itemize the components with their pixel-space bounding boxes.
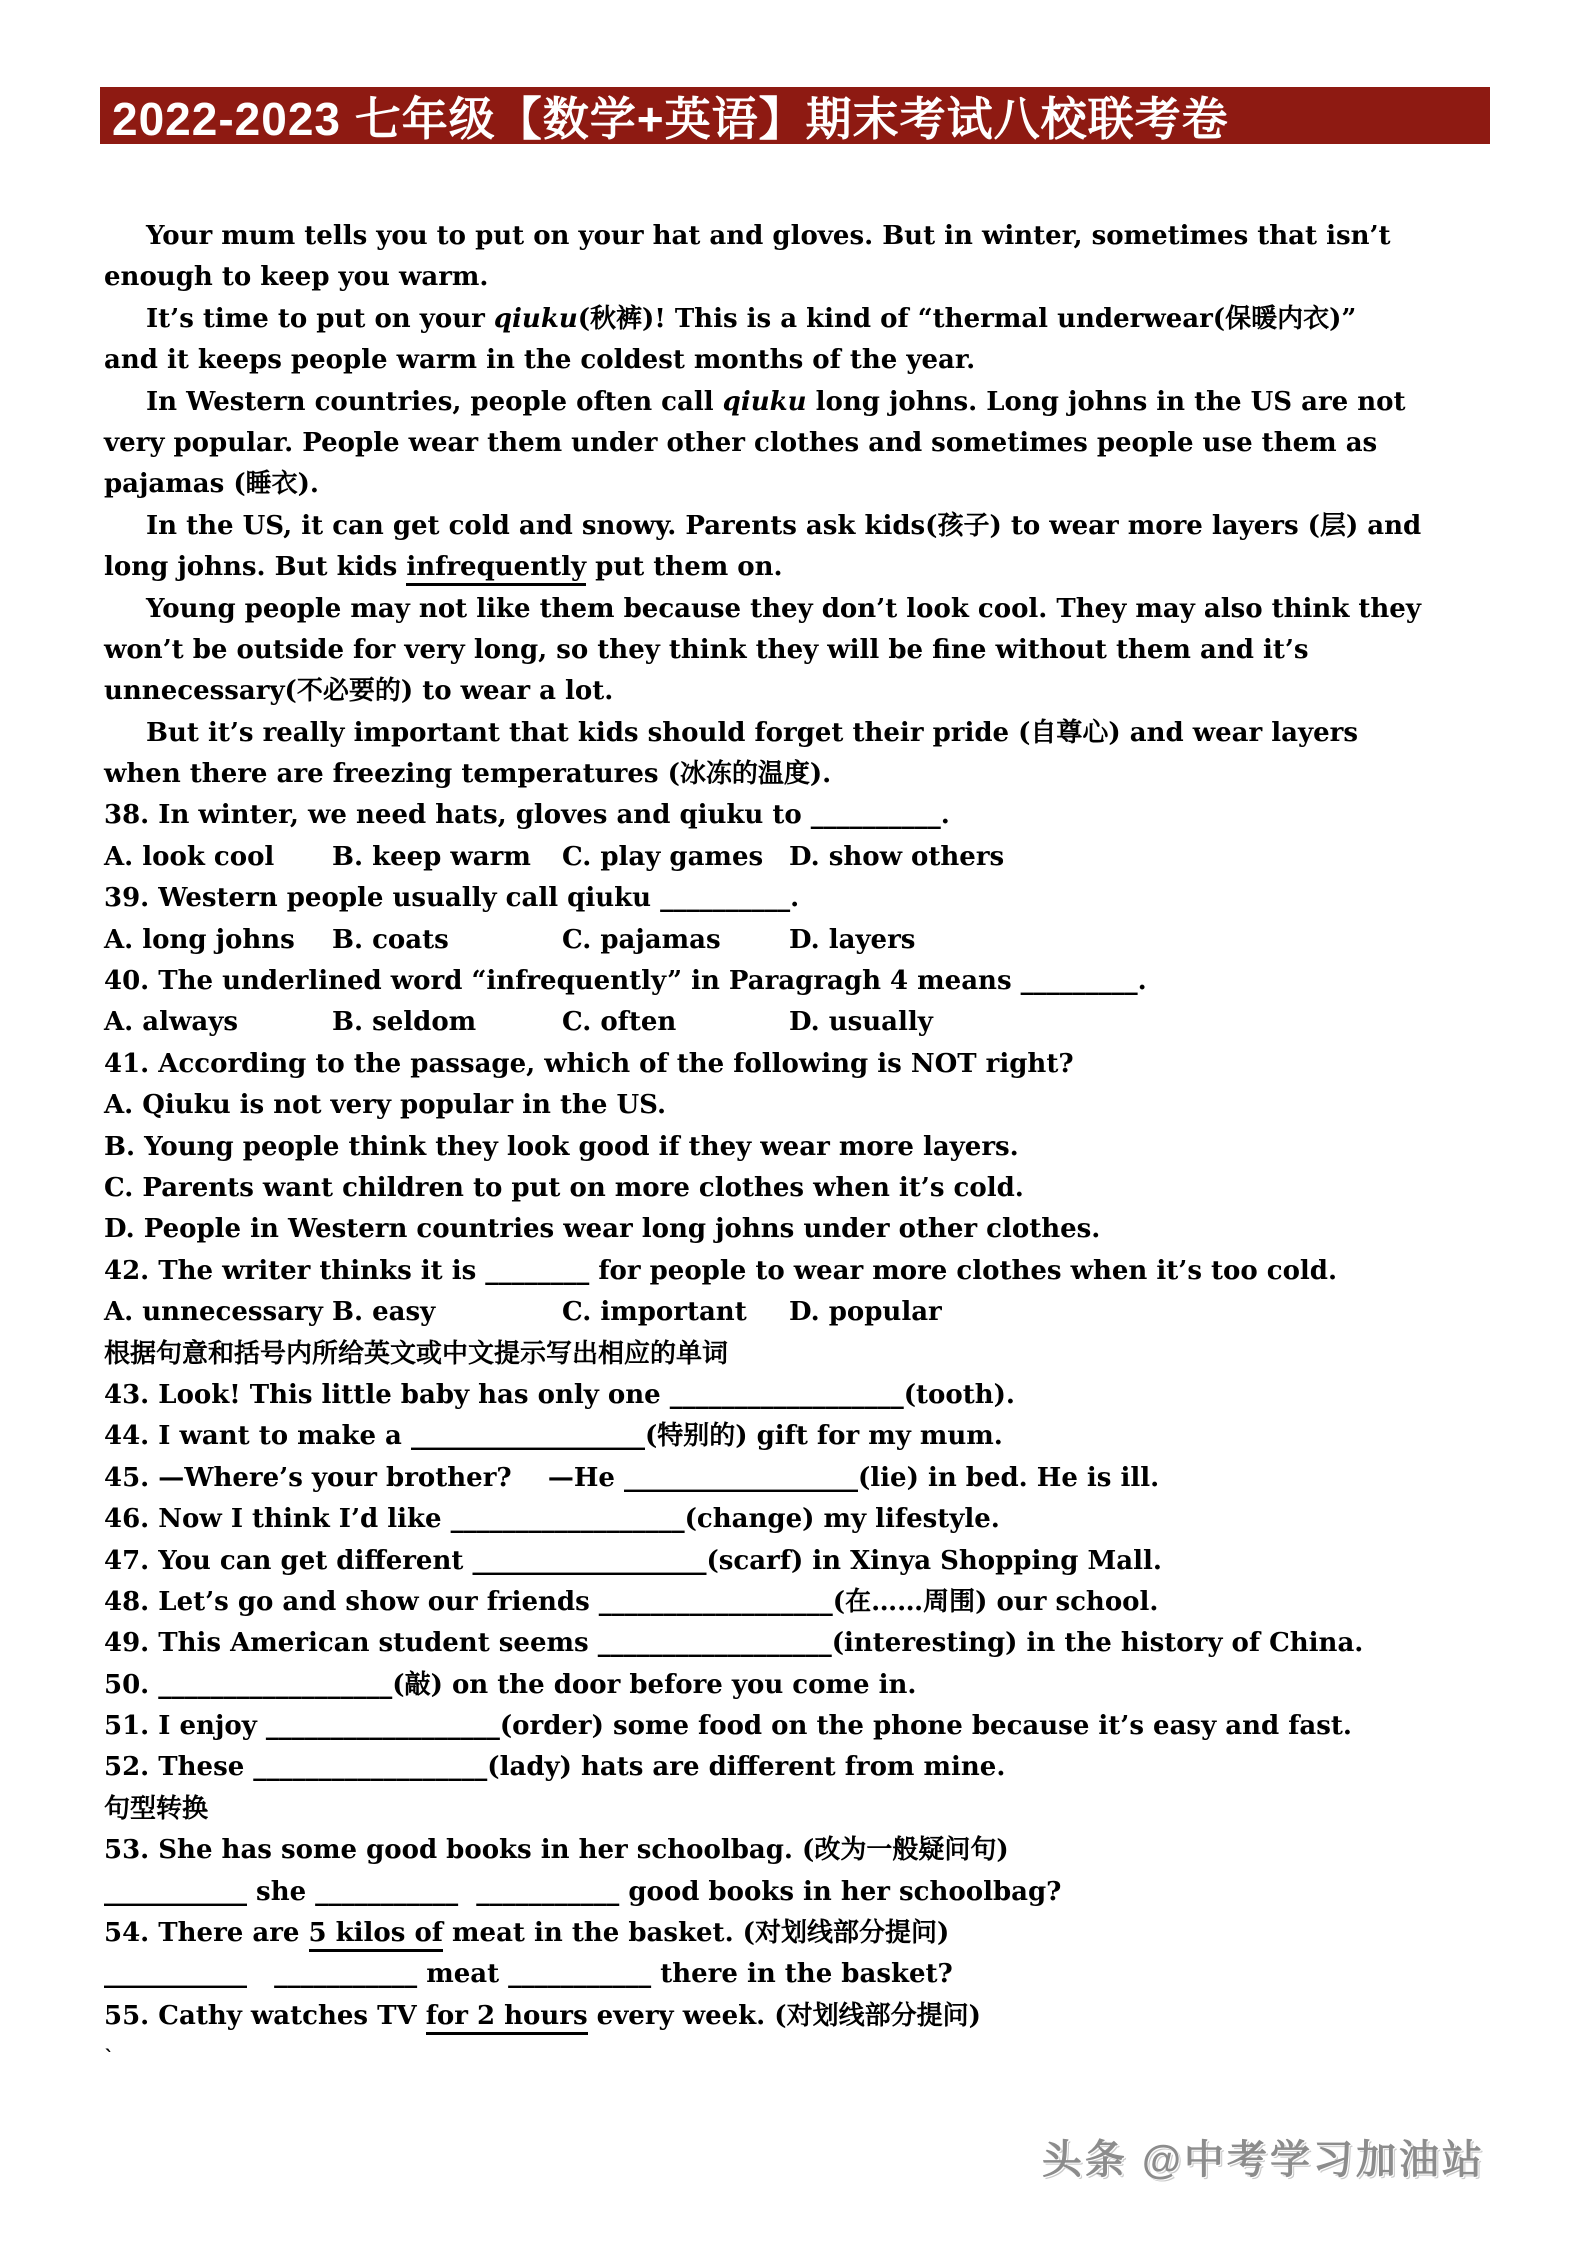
option-label: D. popular [789, 1297, 942, 1328]
option-label: C. important [562, 1297, 747, 1328]
option-label: D. show others [789, 841, 1005, 872]
option-label: A. look cool [104, 841, 275, 872]
text-run: C. Parents want children to put on more clothes when it’s cold. [104, 1172, 1024, 1203]
option-label: B. seldom [332, 1007, 477, 1038]
question-45 [104, 1458, 1498, 1499]
text-run: ___________ ___________ meat ___________ there in the basket? [104, 1959, 953, 1990]
text-run: enough to keep you warm. [104, 262, 489, 293]
text-line [104, 671, 1498, 712]
exam-title-banner [100, 87, 1490, 144]
italic-text: qiuku [722, 386, 807, 417]
text-run: 40. The underlined word “infrequently” in Paragragh 4 means _________. [104, 966, 1147, 997]
text-run: very popular. People wear them under other clothes and sometimes people use them as [104, 427, 1378, 458]
text-run: (秋裤)! This is a kind of “thermal underwear(保暖内衣)” [577, 303, 1357, 334]
question-41-option-b [104, 1127, 1498, 1168]
reading-passage [104, 216, 1498, 795]
exam-body [104, 216, 1498, 2079]
question-44 [104, 1416, 1498, 1457]
text-line [104, 630, 1498, 671]
text-run: 51. I enjoy __________________(order) some food on the phone because it’s easy and fast. [104, 1711, 1352, 1742]
questions-section [104, 795, 1498, 2078]
option-label: D. usually [789, 1007, 933, 1038]
option-label: B. easy [332, 1297, 436, 1328]
question-48 [104, 1582, 1498, 1623]
text-run: But it’s really important that kids should forget their pride (自尊心) and wear layers [146, 717, 1358, 748]
text-run: B. Young people think they look good if they wear more layers. [104, 1131, 1019, 1162]
text-run: 55. Cathy watches TV [104, 2000, 426, 2031]
underlined-text: 5 kilos of [309, 1918, 443, 1952]
question-42-options [104, 1292, 1498, 1333]
option-label: C. play games [562, 841, 764, 872]
text-run: long johns. Long johns in the US are not [806, 386, 1406, 417]
text-run: A. Qiuku is not very popular in the US. [104, 1090, 667, 1121]
question-38-options [104, 837, 1498, 878]
question-52 [104, 1747, 1498, 1788]
text-run: 根据句意和括号内所给英文或中文提示写出相应的单词 [104, 1338, 729, 1369]
text-line [104, 754, 1498, 795]
text-line [104, 216, 1498, 257]
text-run: 54. There are [104, 1918, 309, 1949]
text-line [104, 589, 1498, 630]
exam-title: 2022-2023 七年级【数学+英语】期末考试八校联考卷 [112, 92, 1229, 145]
text-line [104, 547, 1498, 588]
question-40-options [104, 1002, 1498, 1043]
option-label: A. long johns [104, 924, 295, 955]
option-label: B. coats [332, 924, 449, 955]
text-run: won’t be outside for very long, so they think they will be fine without them and it’s [104, 634, 1309, 665]
question-41-option-a [104, 1085, 1498, 1126]
text-run: put them on. [586, 552, 783, 583]
text-run: ` [104, 2045, 114, 2070]
text-run: 44. I want to make a __________________(特别的) gift for my mum. [104, 1421, 1003, 1452]
option-label: A. always [104, 1007, 238, 1038]
question-47 [104, 1541, 1498, 1582]
question-53-answer-line [104, 1872, 1498, 1913]
text-line [104, 382, 1498, 423]
text-line [104, 299, 1498, 340]
text-run: 47. You can get different __________________(scarf) in Xinya Shopping Mall. [104, 1545, 1162, 1576]
text-run: 43. Look! This little baby has only one __________________(tooth). [104, 1379, 1015, 1410]
text-run: 42. The writer thinks it is ________ for people to wear more clothes when it’s too cold. [104, 1255, 1338, 1286]
option-label: D. layers [789, 924, 916, 955]
text-run: Young people may not like them because they don’t look cool. They may also think they [146, 593, 1421, 624]
text-line [104, 423, 1498, 464]
question-41-option-d [104, 1209, 1498, 1250]
text-run: 52. These __________________(lady) hats are different from mine. [104, 1752, 1006, 1783]
text-run: ___________ she ___________ ___________ good books in her schoolbag? [104, 1876, 1062, 1907]
question-38 [104, 795, 1498, 836]
question-54 [104, 1913, 1498, 1954]
text-run: 53. She has some good books in her schoolbag. (改为一般疑问句) [104, 1835, 1009, 1866]
stray-backtick [104, 2037, 1498, 2078]
question-55 [104, 1996, 1498, 2037]
question-41-option-c [104, 1168, 1498, 1209]
question-50 [104, 1665, 1498, 1706]
text-run: Your mum tells you to put on your hat and gloves. But in winter, sometimes that isn’t [146, 221, 1391, 251]
option-label: B. keep warm [332, 841, 531, 872]
text-run: In Western countries, people often call [146, 386, 723, 417]
section-instruction-words [104, 1334, 1498, 1375]
text-run: 49. This American student seems __________________(interesting) in the history of China. [104, 1628, 1364, 1659]
underlined-text: infrequently [406, 552, 586, 586]
underlined-text: for 2 hours [426, 2001, 588, 2035]
text-line [104, 506, 1498, 547]
question-39 [104, 878, 1498, 919]
text-run: In the US, it can get cold and snowy. Parents ask kids(孩子) to wear more layers (层) and [146, 510, 1422, 541]
question-43 [104, 1375, 1498, 1416]
text-line [104, 257, 1498, 298]
italic-text: qiuku [493, 303, 578, 334]
option-label: C. pajamas [562, 924, 721, 955]
text-run: 45. —Where’s your brother? —He __________________(lie) in bed. He is ill. [104, 1462, 1160, 1493]
text-line [104, 713, 1498, 754]
watermark-text: 头条 @中考学习加油站 [1041, 2138, 1485, 2182]
text-run: 50. __________________(敲) on the door before you come in. [104, 1669, 917, 1700]
text-run: pajamas (睡衣). [104, 469, 319, 500]
question-51 [104, 1706, 1498, 1747]
question-49 [104, 1623, 1498, 1664]
text-line [104, 464, 1498, 505]
question-42 [104, 1251, 1498, 1292]
question-41 [104, 1044, 1498, 1085]
text-run: long johns. But kids [104, 552, 407, 583]
text-run: 句型转换 [104, 1793, 209, 1824]
question-39-options [104, 920, 1498, 961]
text-run: 38. In winter, we need hats, gloves and qiuku to __________. [104, 800, 950, 831]
text-run: and it keeps people warm in the coldest months of the year. [104, 345, 976, 376]
text-run: when there are freezing temperatures (冰冻的温度). [104, 759, 832, 790]
question-46 [104, 1499, 1498, 1540]
section-instruction-transform [104, 1789, 1498, 1830]
text-run: 46. Now I think I’d like __________________(change) my lifestyle. [104, 1504, 1000, 1535]
text-line [104, 340, 1498, 381]
text-run: unnecessary(不必要的) to wear a lot. [104, 676, 614, 707]
question-40 [104, 961, 1498, 1002]
text-run: 41. According to the passage, which of the following is NOT right? [104, 1048, 1074, 1079]
question-53 [104, 1830, 1498, 1871]
text-run: 48. Let’s go and show our friends __________________(在……周围) our school. [104, 1586, 1159, 1617]
option-label: A. unnecessary [104, 1297, 323, 1328]
option-label: C. often [562, 1007, 677, 1038]
question-54-answer-line [104, 1954, 1498, 1995]
text-run: It’s time to put on your [146, 303, 494, 334]
text-run: D. People in Western countries wear long johns under other clothes. [104, 1214, 1101, 1245]
text-run: meat in the basket. (对划线部分提问) [442, 1918, 950, 1949]
text-run: every week. (对划线部分提问) [587, 2000, 981, 2031]
text-run: 39. Western people usually call qiuku __________. [104, 883, 800, 914]
